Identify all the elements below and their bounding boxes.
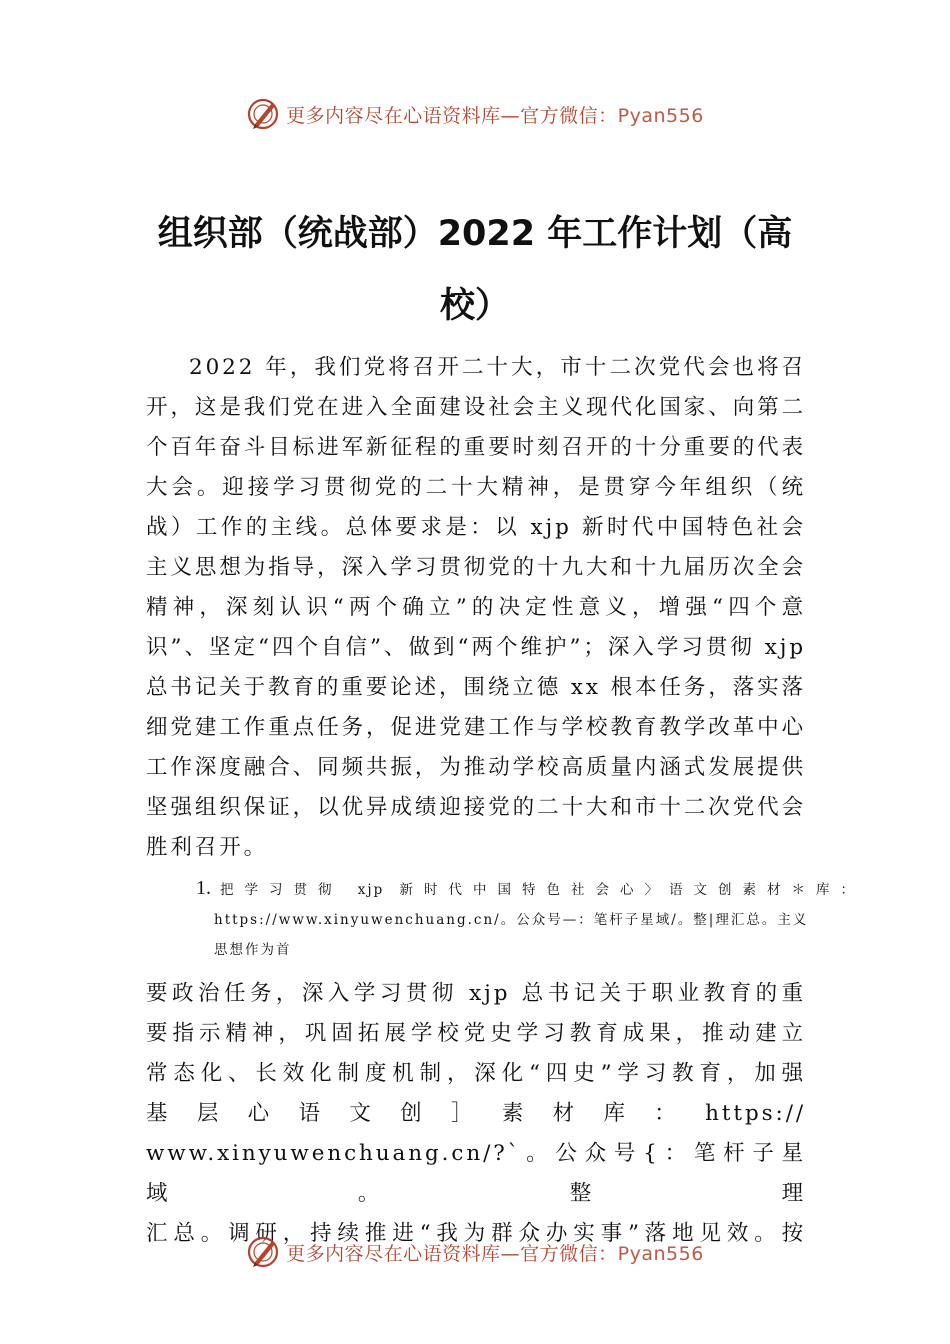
footer-watermark: [0, 1232, 950, 1272]
paragraph-line: 基层心语文创］素材库：https://: [146, 1101, 806, 1126]
title-line-2: 校）: [439, 286, 510, 326]
list-number: 1.: [196, 877, 211, 899]
paragraph-line: 汇总。调研，持续推进“我为群众办实事”落地见效。按: [146, 1221, 806, 1246]
list-item-line-1: 1.把学习贯彻 xjp 新时代中国特色社会心〉语文创素材＊库：: [196, 877, 856, 899]
paragraph-line: 要政治任务，深入学习贯彻 xjp 总书记关于职业教育的重: [146, 981, 806, 1006]
wechat-id: Pyan556: [617, 1242, 704, 1265]
document-title: [140, 198, 810, 342]
header-watermark: [0, 94, 950, 134]
list-item-1: [196, 873, 856, 965]
watermark-text: 更多内容尽在心语资料库—官方微信：Pyan556: [286, 104, 704, 127]
paragraph-line: 要指示精神，巩固拓展学校党史学习教育成果，推动建立: [146, 1021, 806, 1046]
red-pen-seal-logo-icon: [246, 97, 280, 131]
intro-paragraph: 2022 年，我们党将召开二十大，市十二次党代会也将召开，这是我们党在进入全面建设社会主义现代化国家、向第二个百年奋斗目标进军新征程的重要时刻召开的十分重要的代表大会。迎接学习贯彻党的二十大精神，是贯穿今年组织（统战）工作的主线。总体要求是：以 xjp 新时代中国特色社会主义思想为指导，深入学习贯彻党的十九大和十九届历次全会精神，深刻认识“两个确立”的决定性意义，增强“四个意识”、坚定“四个自信”、做到“两个维护”；深入学习贯彻 xjp 总书记关于教育的重要论述，围绕立德 xx 根本任务，落实落细党建工作重点任务，促进党建工作与学校教育教学改革中心工作深度融合、同频共振，为推动学校高质量内涵式发展提供坚强组织保证，以优异成绩迎接党的二十大和市十二次党代会胜利召开。: [146, 355, 806, 860]
wechat-id: Pyan556: [617, 104, 704, 127]
list-item-line-3: 思想作为首: [214, 942, 292, 958]
red-pen-seal-logo-icon: [246, 1235, 280, 1269]
watermark-text: 更多内容尽在心语资料库—官方微信：Pyan556: [286, 1242, 704, 1265]
continuation-paragraph: [146, 974, 806, 1254]
paragraph-line: 常态化、长效化制度机制，深化“四史”学习教育，加强: [146, 1061, 806, 1086]
paragraph-line: www.xinyuwenchuang.cn/?`。公众号{：笔杆子星域。整理: [146, 1141, 806, 1206]
list-item-line-2: https://www.xinyuwenchuang.cn/。公众号—：笔杆子星域/。整|理汇总。主义: [214, 912, 809, 928]
title-line-1: 组织部（统战部）2022 年工作计划（高: [157, 214, 793, 254]
